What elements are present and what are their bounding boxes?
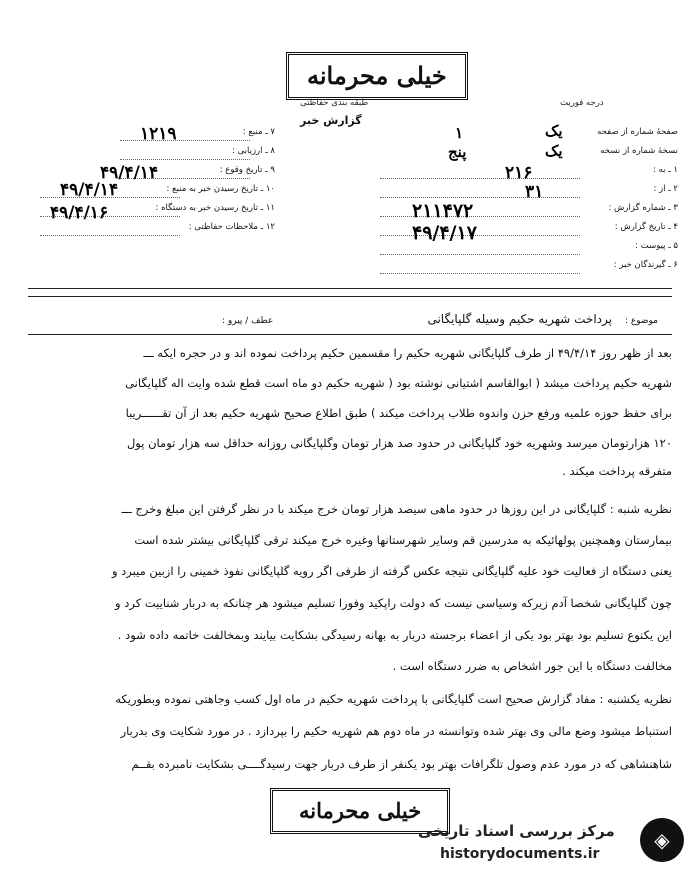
field-page-number: صفحهٔ شماره از صفحه: [597, 127, 678, 137]
subject-text: پرداخت شهریه حکیم وسیله گلپایگانی: [427, 312, 612, 326]
hw-page: یک: [545, 122, 563, 140]
watermark-title: مرکز بررسی اسناد تاریخی: [418, 822, 615, 840]
body-line: برای حفظ حوزه علمیه ورفع حزن واندوه طلاب پرداخت میکند ) طبق اطلاع صحیح شهریه حکیم بعد از آن تقــــــریبا: [125, 406, 672, 420]
body-line: نظریه یکشنبه : مفاد گزارش صحیح است گلپایگانی با پرداخت شهریه حکیم در ماه اول کسب وجاهتی نموده وبطوریکه: [115, 692, 672, 706]
hw-page-of: ۱: [455, 124, 464, 142]
body-line: شهریه حکیم پرداخت میشد ( ابوالقاسم اشتیانی نوشته بود ( شهریه حکیم دو ماه است قطع شده وایت اله گلپایگانی: [125, 376, 672, 390]
field-copy-number: نسخهٔ شماره از نسخه: [600, 146, 678, 156]
hw-report-number: ۲۱۱۴۷۲: [412, 200, 474, 222]
field-date-to-org: ۱۱ ـ تاریخ رسیدن خبر به دستگاه :: [155, 203, 275, 213]
body-line: شاهنشاهی که در مورد عدم وصول تلگرافات بهتر بود یکنفر از طرف دربار جهت رسیدگــــی بشکایت نامبرده بقــم: [131, 757, 672, 771]
hw-copy: یک: [545, 142, 563, 160]
classification-caption: طبقه بندی حفاظتی: [300, 98, 369, 108]
watermark-url: historydocuments.ir: [440, 846, 600, 862]
field-report-date: ۴ ـ تاریخ گزارش :: [614, 222, 678, 232]
body-line: یعنی دستگاه از فعالیت خود علیه گلپایگانی نتیجه عکس گرفته از طرفی اگر رویه گلپایگانی نفوذ خمینی را ازبین میبرد و: [111, 564, 672, 578]
report-type: گزارش خبر: [300, 114, 362, 127]
hw-from: ۳۱: [525, 182, 544, 202]
body-line: استنباط میشود وضع مالی وی بهتر شده وتوانسته در ماه دوم هم شهریه حکیم را بپردازد . در مورد شکایت وی بدربار: [120, 724, 672, 738]
subject-label: موضوع :: [624, 316, 658, 326]
field-source: ۷ ـ منبع :: [242, 127, 275, 137]
urgency-label: درجه فوریت: [560, 98, 604, 108]
field-attachment: ۵ ـ پیوست :: [635, 241, 678, 251]
body-line: نظریه شنبه : گلپایگانی در این روزها در حدود ماهی سیصد هزار تومان خرج میکند با در نظر گرفتن این مبلغ وخرج ـــ: [121, 502, 672, 516]
field-report-number: ۳ ـ شماره گزارش :: [608, 203, 678, 213]
reference-label: عطف / پیرو :: [222, 316, 274, 326]
hw-source: ۱۲۱۹: [140, 124, 177, 144]
hw-copy-of: پنج: [448, 143, 467, 161]
body-line: متفرقه پرداخت میکند .: [562, 464, 672, 478]
body-line: ۱۲۰ هزارتومان میرسد وشهریه خود گلپایگانی در حدود صد هزار تومان وگلپایگانی روزانه حداقل سه هزار تومان پول: [126, 436, 672, 450]
body-line: مخالفت دستگاه با این جور اشخاص به ضرر دستگاه است .: [392, 659, 672, 673]
field-from: ۲ ـ از :: [653, 184, 678, 194]
body-line: چون گلپایگانی شخصا آدم زیرکه وسیاسی نیست که دولت راپکید وفورا تسلیم میشود هر چنانکه به دربار شناییت کرد و: [115, 596, 672, 610]
field-recipients: ۶ ـ گیرندگان خبر :: [613, 260, 678, 270]
field-date-to-source: ۱۰ ـ تاریخ رسیدن خبر به منبع :: [166, 184, 275, 194]
field-to: ۱ ـ به :: [653, 165, 678, 175]
body-line: بیمارستان وهمچنین پولهائیکه به مدرسین قم وسایر شهرستانها وغیره خرج میکند ترقی گلپایگانی بیشتر شده است: [134, 533, 672, 547]
classification-text: خیلی محرمانه: [286, 52, 468, 100]
body-line: این یکنوع تسلیم بود بهتر بود یکی از اعضاء برجسته دربار به بهانه رسیدگی بشکایت بیایند وبمخالفت خاتمه داده شود .: [117, 628, 672, 642]
hw-date-occurred: ۴۹/۴/۱۴: [100, 163, 159, 183]
hw-to: ۲۱۶: [505, 163, 533, 183]
hw-date-to-source: ۴۹/۴/۱۴: [60, 180, 119, 200]
classification-text: خیلی محرمانه: [270, 788, 450, 834]
body-line: بعد از ظهر روز ۴۹/۴/۱۴ از طرف گلپایگانی شهریه حکیم را مقسمین حکیم پرداخت نموده اند و در حجره ایکه ـــ: [143, 346, 672, 360]
field-evaluation: ۸ ـ ارزیابی :: [231, 146, 275, 156]
hw-date-to-org: ۴۹/۴/۱۶: [50, 203, 109, 223]
classification-stamp-top: [286, 52, 468, 100]
hw-report-date: ۴۹/۴/۱۷: [412, 222, 477, 244]
field-date-occurred: ۹ ـ تاریخ وقوع :: [219, 165, 275, 175]
archive-logo-icon: ◈: [640, 818, 684, 862]
field-security-notes: ۱۲ ـ ملاحظات حفاظتی :: [188, 222, 275, 232]
